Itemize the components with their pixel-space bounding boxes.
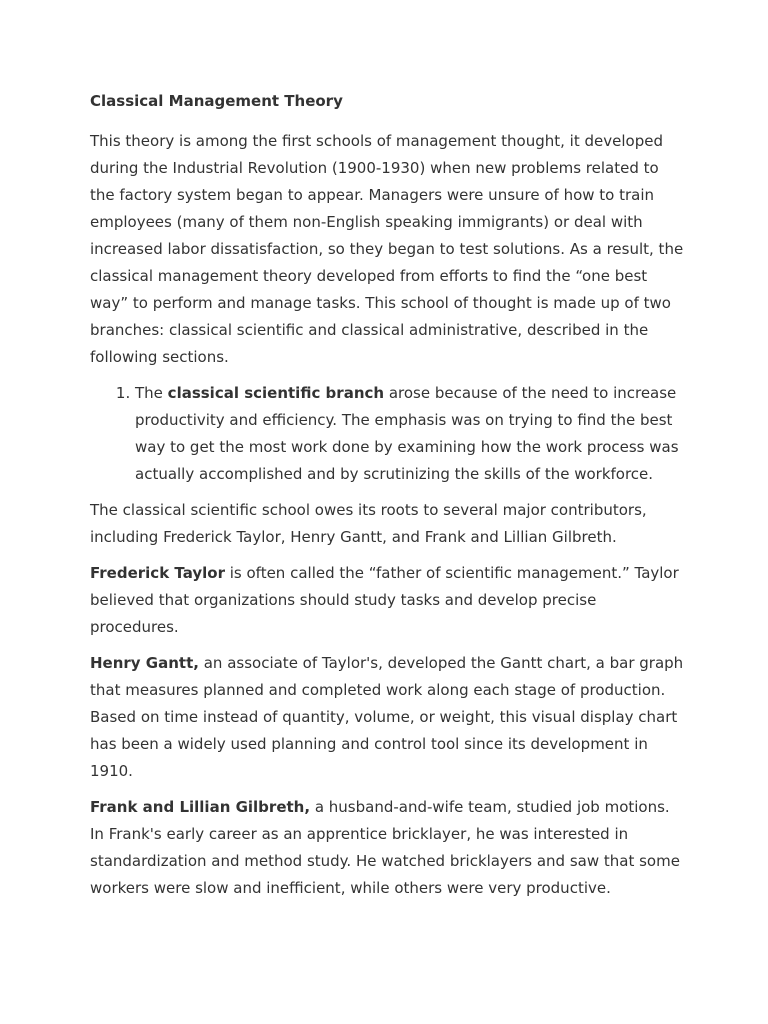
gilbreth-paragraph	[90, 794, 686, 902]
intro-paragraph: This theory is among the first schools of management thought, it developed during the Industrial Revolution (1900-1930) when new problems related to the factory system began to appear. Managers were unsure of how to train employees (many of them non-English speaking immigrants) or deal with increased labor dissatisfaction, so they began to test solutions. As a result, the classical management theory developed from efforts to find the “one best way” to perform and manage tasks. This school of thought is made up of two branches: classical scientific and classical administrative, described in the following sections.	[90, 132, 684, 366]
list-item	[135, 380, 686, 488]
taylor-paragraph	[90, 560, 686, 641]
taylor-text: is often called the “father of scientific management.” Taylor believed that organizations should study tasks and develop precise procedures.	[90, 564, 679, 636]
document-page	[90, 88, 686, 911]
contributors-paragraph: The classical scientific school owes its roots to several major contributors, including Frederick Taylor, Henry Gantt, and Frank and Lillian Gilbreth.	[90, 501, 647, 546]
branch-list	[90, 380, 686, 488]
list-item-rest: arose because of the need to increase productivity and efficiency. The emphasis was on trying to find the best way to get the most work done by examining how the work process was actually accomplished and by scrutinizing the skills of the workforce.	[135, 384, 679, 483]
list-item-lead: The	[135, 384, 168, 402]
gantt-paragraph	[90, 650, 686, 785]
gilbreth-text: a husband-and-wife team, studied job motions. In Frank's early career as an apprentice bricklayer, he was interested in standardization and method study. He watched bricklayers and saw that some workers were slow and inefficient, while others were very productive.	[90, 798, 680, 897]
taylor-name: Frederick Taylor	[90, 564, 225, 582]
gantt-name: Henry Gantt,	[90, 654, 199, 672]
gantt-text: an associate of Taylor's, developed the Gantt chart, a bar graph that measures planned and completed work along each stage of production. Based on time instead of quantity, volume, or weight, this visual display chart has been a widely used planning and control tool since its development in 1910.	[90, 654, 684, 780]
list-item-bold: classical scientific branch	[167, 384, 385, 402]
document-title: Classical Management Theory	[90, 92, 343, 110]
gilbreth-name: Frank and Lillian Gilbreth,	[90, 798, 311, 816]
